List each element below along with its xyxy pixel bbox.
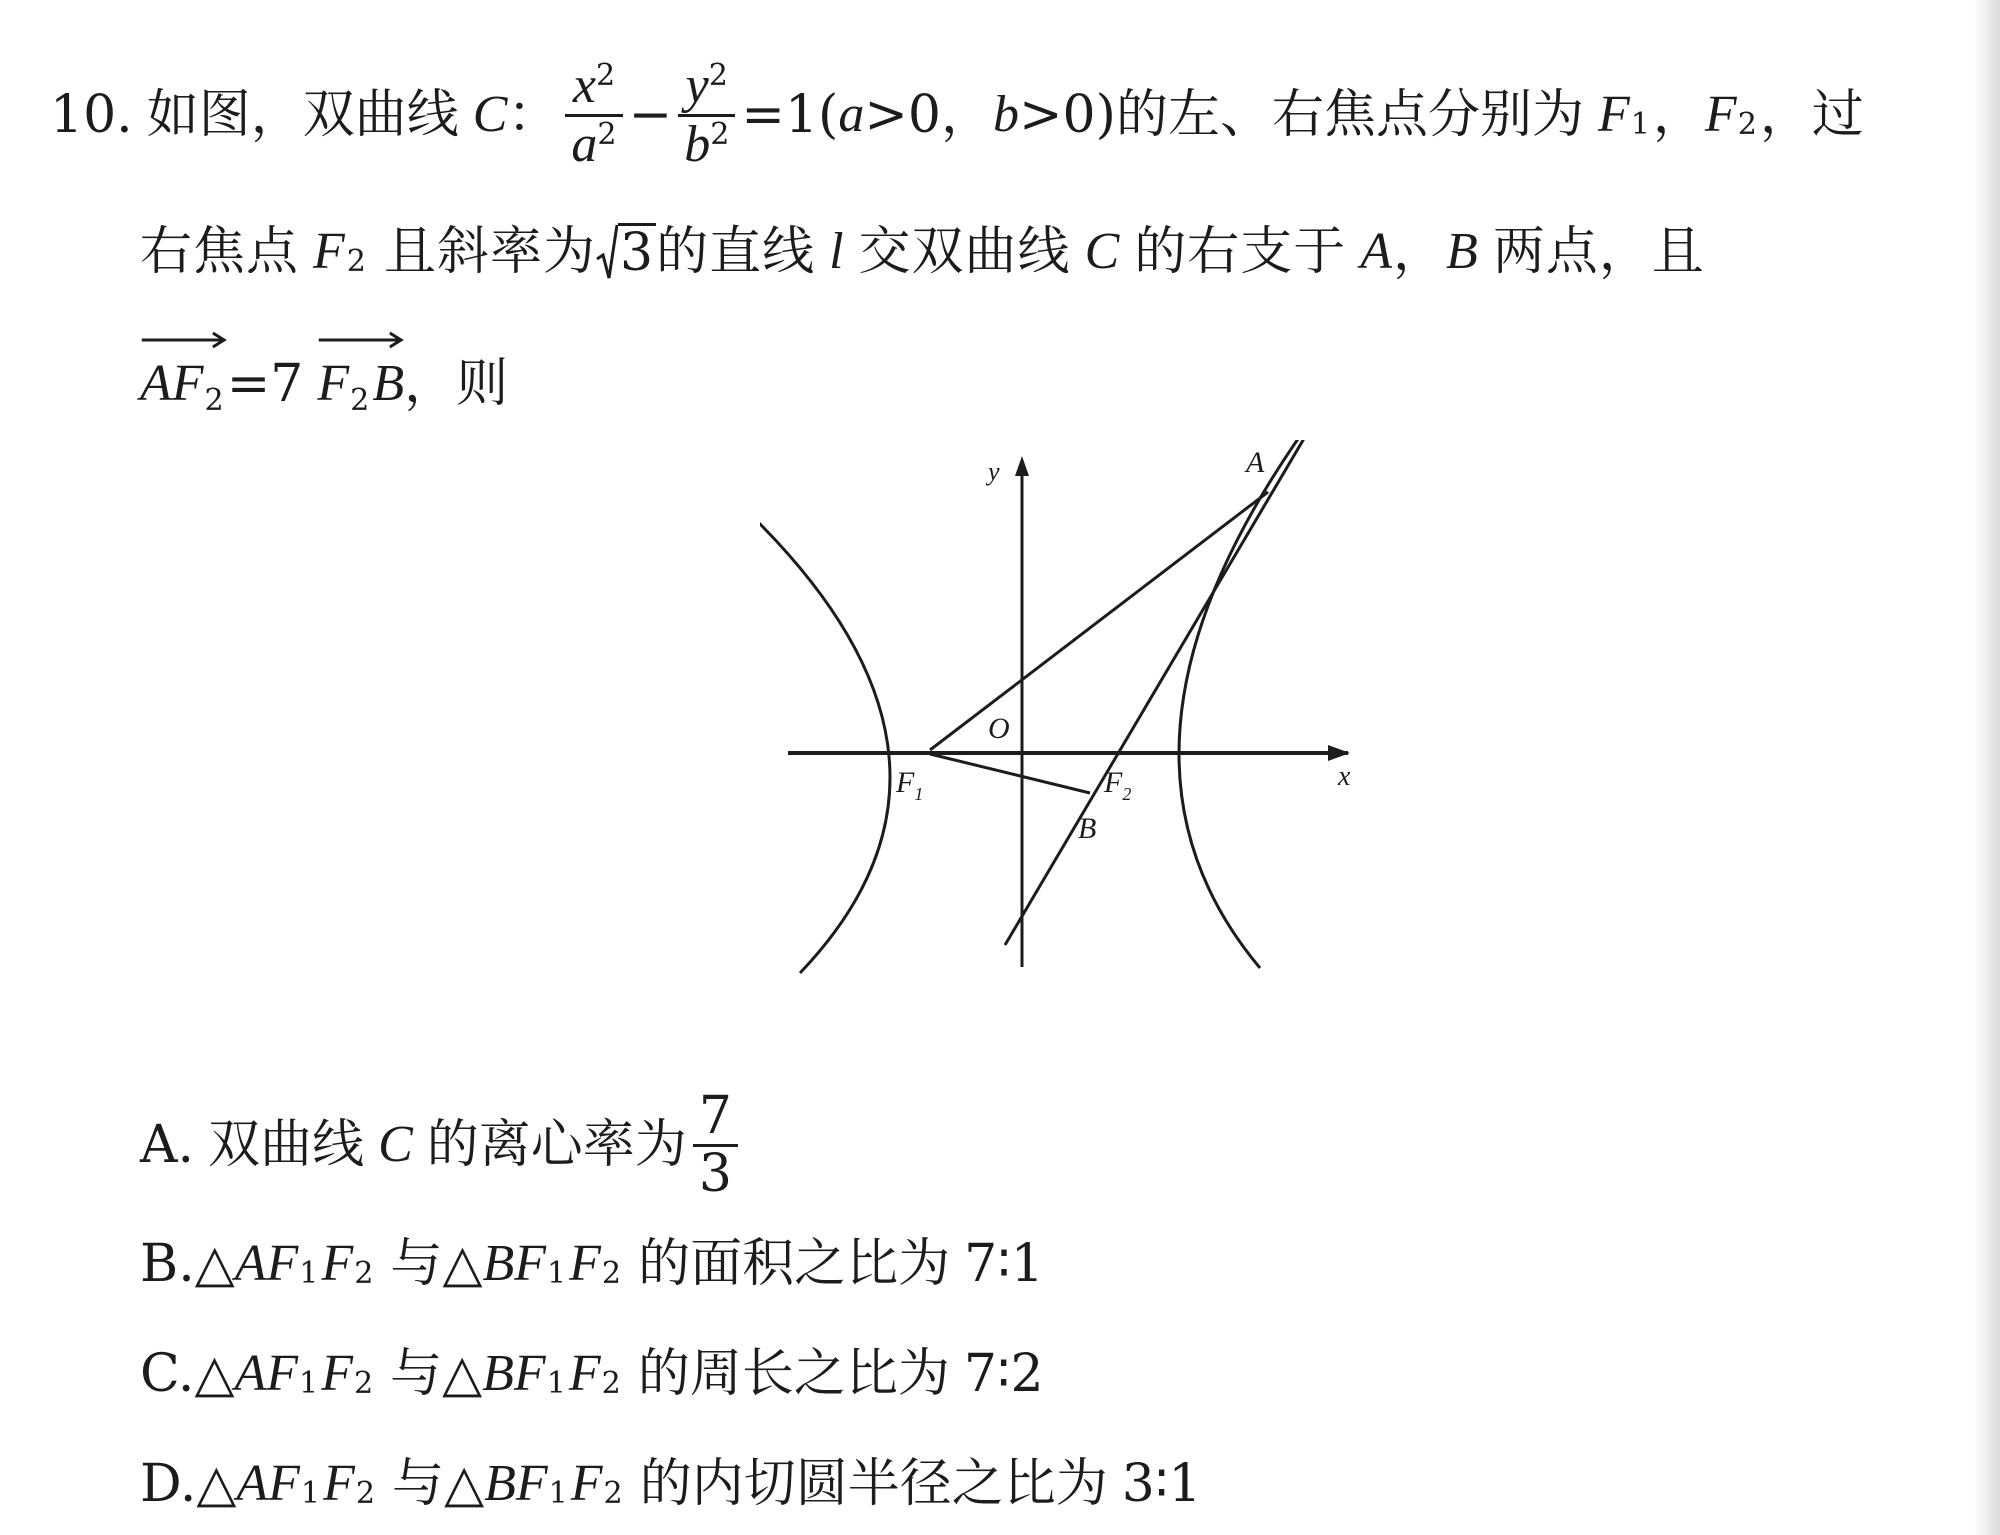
segment-F1B <box>930 754 1090 793</box>
question-line-3: AF2 =7 F2B ，则 <box>140 345 508 423</box>
curve-name: C <box>472 86 508 144</box>
vector-arrow-icon <box>140 331 227 347</box>
radical-sign-icon <box>596 223 618 281</box>
hyperbola-right-branch <box>1179 440 1300 968</box>
question-number: 10. <box>50 85 133 146</box>
page-edge-shadow <box>1974 0 2000 1535</box>
option-d: D. △ AF 1 F 2 与 △ BF 1 F 2 的内切圆半径之比为 3∶1 <box>140 1454 1202 1514</box>
y-axis-arrow-icon <box>1015 456 1029 476</box>
question-intro: 如图，双曲线 <box>146 85 459 146</box>
cond-gt0-1: >0， <box>864 85 993 146</box>
option-b: B. △ AF 1 F 2 与 △ BF 1 F 2 的面积之比为 7∶1 <box>140 1234 1044 1294</box>
option-c: C. △ AF 1 F 2 与 △ BF 1 F 2 的周长之比为 7∶2 <box>140 1344 1044 1404</box>
x-axis-arrow-icon <box>1328 745 1350 761</box>
label-F1: $F_1$ <box>896 766 924 804</box>
vector-AF2: AF2 <box>140 345 227 423</box>
eccentricity-fraction: $\frac{7}{3}$ <box>693 1089 738 1201</box>
option-a: A. 双曲线 C 的离心率为 $\frac{7}{3}$ <box>140 1090 744 1200</box>
fraction-x2-a2: $\frac{x^2}{a^2}$ <box>565 58 622 172</box>
vector-F2B: F2B <box>317 345 404 423</box>
question-line-1: 10. 如图，双曲线 C ： $\frac{x^2}{a^2}$ − $\frac{y^2}{b^2}$ =1( a >0， b >0) 的左、右焦点分别为 F 1 ， F 2 ， 过 <box>50 57 1864 173</box>
equation-mid: =7 <box>226 354 304 414</box>
fraction-y2-b2: $\frac{y^2}{b^2}$ <box>678 58 735 172</box>
cond-gt0-2: >0) <box>1018 85 1116 146</box>
label-O: O <box>988 712 1010 745</box>
segment-F1A <box>930 492 1268 750</box>
cond-a: a <box>838 86 865 144</box>
hyperbola-left-branch <box>760 495 890 973</box>
f2-letter: F <box>1704 86 1737 144</box>
label-F2: $F_2$ <box>1104 766 1132 804</box>
hyperbola-figure <box>760 440 1380 980</box>
question-line-2: 右焦点 F 2 且斜率为 3 的直线 l 交双曲线 C 的右支于 A ， B 两点，且 <box>140 222 1705 284</box>
label-A: A <box>1246 446 1265 479</box>
equation-rhs: =1( <box>741 85 839 146</box>
cond-b: b <box>992 86 1019 144</box>
line-l <box>1005 440 1312 945</box>
guo-text: 过 <box>1811 85 1864 146</box>
vector-arrow-icon <box>317 331 404 347</box>
sqrt-3: 3 <box>596 223 656 281</box>
intro-foci: 的左、右焦点分别为 <box>1115 85 1584 146</box>
line-l: l <box>829 223 845 280</box>
label-x: x <box>1338 761 1351 792</box>
label-B: B <box>1078 812 1097 845</box>
minus-sign: − <box>628 85 673 146</box>
f1-letter: F <box>1597 86 1630 144</box>
label-y: y <box>988 457 1000 486</box>
colon: ： <box>507 85 560 146</box>
